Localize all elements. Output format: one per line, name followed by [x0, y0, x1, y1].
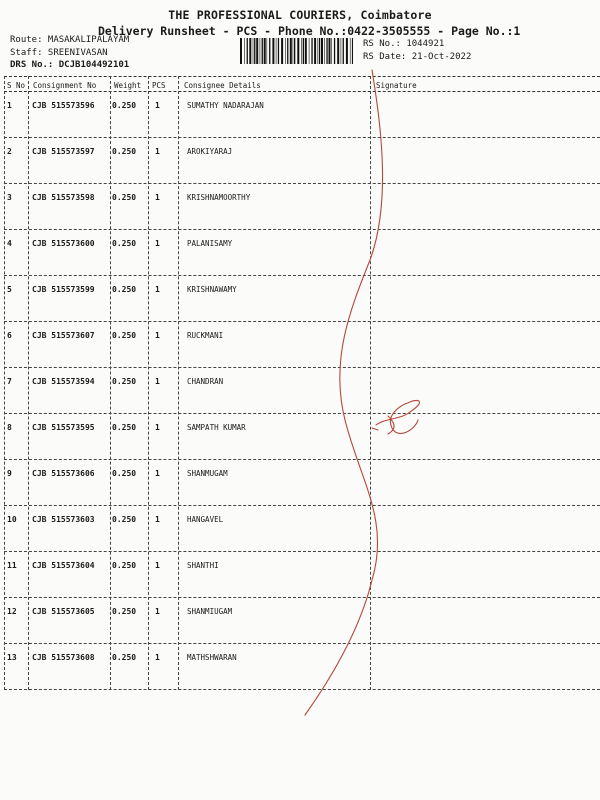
row-weight: 0.250 — [112, 331, 137, 340]
row-serial-number: 12 — [7, 607, 17, 616]
table-row — [4, 184, 600, 230]
row-serial-number: 1 — [7, 101, 12, 110]
row-serial-number: 4 — [7, 239, 12, 248]
row-pieces: 1 — [155, 561, 160, 570]
rs-date: RS Date: 21-Oct-2022 — [363, 52, 472, 62]
row-weight: 0.250 — [112, 561, 137, 570]
row-consignment-number: CJB 515573599 — [32, 285, 95, 294]
row-serial-number: 13 — [7, 653, 17, 662]
row-consignment-number: CJB 515573604 — [32, 561, 95, 570]
row-weight: 0.250 — [112, 193, 137, 202]
row-consignee-name: SHANTHI — [187, 561, 219, 570]
col-header-consignment: Consignment No — [33, 81, 97, 90]
row-consignee-name: SUMATHY NADARAJAN — [187, 101, 264, 110]
row-consignee-name: KRISHNAMOORTHY — [187, 193, 251, 202]
row-consignment-number: CJB 515573597 — [32, 147, 95, 156]
row-pieces: 1 — [155, 607, 160, 616]
row-consignment-number: CJB 515573608 — [32, 653, 95, 662]
row-serial-number: 11 — [7, 561, 17, 570]
row-consignee-name: HANGAVEL — [187, 515, 224, 524]
table-row — [4, 552, 600, 598]
row-serial-number: 9 — [7, 469, 12, 478]
row-pieces: 1 — [155, 239, 160, 248]
row-weight: 0.250 — [112, 239, 137, 248]
row-serial-number: 3 — [7, 193, 12, 202]
row-weight: 0.250 — [112, 469, 137, 478]
row-consignee-name: AROKIYARAJ — [187, 147, 233, 156]
company-title: THE PROFESSIONAL COURIERS, Coimbatore — [168, 8, 432, 22]
row-pieces: 1 — [155, 515, 160, 524]
row-consignment-number: CJB 515573595 — [32, 423, 95, 432]
table-top-border — [4, 76, 600, 77]
table-row — [4, 138, 600, 184]
row-consignee-name: MATHSHWARAN — [187, 653, 237, 662]
row-weight: 0.250 — [112, 285, 137, 294]
row-consignee-name: SHANMUGAM — [187, 469, 228, 478]
row-weight: 0.250 — [112, 515, 137, 524]
row-consignment-number: CJB 515573594 — [32, 377, 95, 386]
col-header-consignee: Consignee Details — [184, 81, 261, 90]
table-row — [4, 644, 600, 690]
row-weight: 0.250 — [112, 101, 137, 110]
row-pieces: 1 — [155, 331, 160, 340]
row-weight: 0.250 — [112, 147, 137, 156]
col-header-weight: Weight — [114, 81, 142, 90]
row-consignment-number: CJB 515573605 — [32, 607, 95, 616]
runsheet-subtitle: Delivery Runsheet - PCS - Phone No.:0422-3505555 - Page No.:1 — [98, 24, 521, 38]
row-weight: 0.250 — [112, 607, 137, 616]
row-separator — [4, 689, 600, 690]
row-pieces: 1 — [155, 285, 160, 294]
row-consignee-name: KRISHNAWAMY — [187, 285, 237, 294]
row-pieces: 1 — [155, 469, 160, 478]
row-weight: 0.250 — [112, 423, 137, 432]
row-pieces: 1 — [155, 147, 160, 156]
staff-label: Staff: SREENIVASAN — [10, 48, 108, 58]
row-consignment-number: CJB 515573598 — [32, 193, 95, 202]
table-row — [4, 506, 600, 552]
table-row — [4, 368, 600, 414]
col-header-sno: S No — [7, 81, 26, 90]
barcode-image — [240, 38, 353, 64]
row-consignee-name: RUCKMANI — [187, 331, 224, 340]
row-consignee-name: SAMPATH KUMAR — [187, 423, 246, 432]
table-row — [4, 598, 600, 644]
table-row — [4, 460, 600, 506]
row-pieces: 1 — [155, 423, 160, 432]
row-weight: 0.250 — [112, 653, 137, 662]
row-consignee-name: PALANISAMY — [187, 239, 233, 248]
row-pieces: 1 — [155, 193, 160, 202]
row-weight: 0.250 — [112, 377, 137, 386]
row-consignment-number: CJB 515573596 — [32, 101, 95, 110]
route-label: Route: MASAKALIPALAYAM — [10, 35, 130, 45]
rs-number: RS No.: 1044921 — [363, 39, 445, 49]
row-serial-number: 5 — [7, 285, 12, 294]
row-consignment-number: CJB 515573607 — [32, 331, 95, 340]
row-consignee-name: CHANDRAN — [187, 377, 224, 386]
col-header-pcs: PCS — [152, 81, 166, 90]
row-consignee-name: SHANMIUGAM — [187, 607, 233, 616]
table-row — [4, 414, 600, 460]
col-header-signature: Signature — [376, 81, 417, 90]
row-consignment-number: CJB 515573603 — [32, 515, 95, 524]
row-serial-number: 7 — [7, 377, 12, 386]
drs-number: DRS No.: DCJB104492101 — [10, 60, 130, 70]
row-pieces: 1 — [155, 653, 160, 662]
table-row — [4, 92, 600, 138]
table-row — [4, 322, 600, 368]
row-pieces: 1 — [155, 101, 160, 110]
table-row — [4, 276, 600, 322]
table-row — [4, 230, 600, 276]
row-serial-number: 8 — [7, 423, 12, 432]
row-pieces: 1 — [155, 377, 160, 386]
row-serial-number: 2 — [7, 147, 12, 156]
row-serial-number: 6 — [7, 331, 12, 340]
row-consignment-number: CJB 515573606 — [32, 469, 95, 478]
row-serial-number: 10 — [7, 515, 17, 524]
row-consignment-number: CJB 515573600 — [32, 239, 95, 248]
